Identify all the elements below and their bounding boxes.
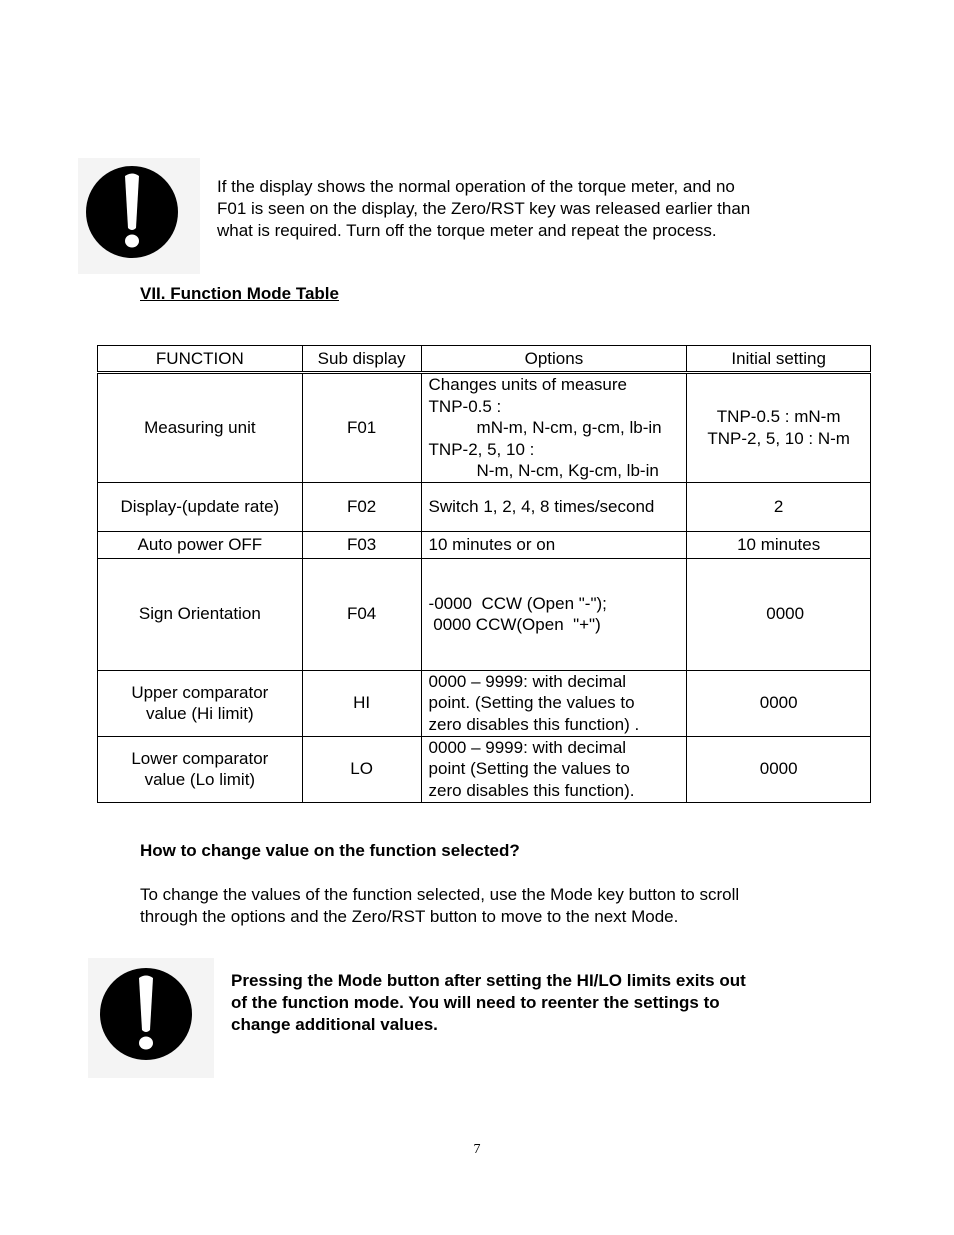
- header-function: FUNCTION: [98, 346, 303, 373]
- function-line: value (Lo limit): [144, 770, 256, 789]
- cell-options: [421, 670, 687, 736]
- how-line: To change the values of the function selected, use the Mode key button to scroll: [140, 885, 740, 904]
- option-line: point (Setting the values to: [428, 759, 630, 779]
- header-options: Options: [421, 346, 687, 373]
- table-row: [98, 531, 871, 558]
- table-row: [98, 373, 871, 483]
- how-line: through the options and the Zero/RST button to move to the next Mode.: [140, 906, 679, 926]
- initial-line: TNP-2, 5, 10 : N-m: [707, 428, 850, 448]
- note-line: If the display shows the normal operation of the torque meter, and no: [217, 177, 735, 196]
- warning-note-top: [217, 176, 750, 242]
- cell-function: Measuring unit: [98, 373, 303, 483]
- cell-function: Sign Orientation: [98, 558, 303, 670]
- note-line: Pressing the Mode button after setting the HI/LO limits exits out: [231, 971, 746, 990]
- cell-options: [421, 736, 687, 802]
- cell-options: [421, 373, 687, 483]
- note-line: F01 is seen on the display, the Zero/RST key was released earlier than: [217, 199, 751, 218]
- option-line: N-m, N-cm, Kg-cm, lb-in: [476, 461, 659, 480]
- function-line: Lower comparator: [131, 748, 269, 768]
- warning-note-bottom: [231, 970, 746, 1036]
- option-line: 0000 CCW(Open "+"): [428, 615, 601, 634]
- cell-initial-setting: 0000: [687, 558, 871, 670]
- section-title: VII. Function Mode Table: [140, 284, 339, 303]
- how-to-title: How to change value on the function selected?: [140, 841, 520, 860]
- table-row: [98, 558, 871, 670]
- option-line: point. (Setting the values to: [428, 693, 635, 713]
- cell-options: 10 minutes or on: [421, 531, 687, 558]
- cell-sub-display: HI: [302, 670, 421, 736]
- cell-initial-setting: [687, 373, 871, 483]
- table-row: [98, 670, 871, 736]
- cell-sub-display: F01: [302, 373, 421, 483]
- option-line: 0000 – 9999: with decimal: [428, 737, 627, 757]
- cell-sub-display: F04: [302, 558, 421, 670]
- function-line: value (Hi limit): [146, 704, 254, 723]
- option-line: TNP-0.5 :: [428, 396, 502, 416]
- header-sub-display: Sub display: [302, 346, 421, 373]
- cell-options: [421, 558, 687, 670]
- option-line: -0000 CCW (Open "-");: [428, 593, 607, 613]
- note-line: change additional values.: [231, 1015, 438, 1034]
- exclamation-warning-icon: [88, 958, 214, 1078]
- function-mode-table: [97, 345, 871, 803]
- function-line: Upper comparator: [131, 682, 269, 702]
- option-line: 0000 – 9999: with decimal: [428, 671, 627, 691]
- note-line: what is required. Turn off the torque meter and repeat the process.: [217, 221, 717, 240]
- cell-function: Auto power OFF: [98, 531, 303, 558]
- page-number: 7: [473, 1142, 481, 1157]
- option-line: zero disables this function).: [428, 780, 635, 800]
- cell-function: [98, 670, 303, 736]
- table-row: [98, 736, 871, 802]
- option-line: mN-m, N-cm, g-cm, lb-in: [476, 418, 662, 437]
- cell-initial-setting: 2: [687, 482, 871, 531]
- option-line: Changes units of measure: [428, 375, 627, 394]
- note-line: of the function mode. You will need to reenter the settings to: [231, 993, 720, 1012]
- exclamation-warning-icon: [78, 158, 200, 274]
- initial-line: TNP-0.5 : mN-m: [716, 407, 841, 427]
- cell-function: [98, 736, 303, 802]
- cell-sub-display: F02: [302, 482, 421, 531]
- cell-initial-setting: 10 minutes: [687, 531, 871, 558]
- cell-function: Display-(update rate): [98, 482, 303, 531]
- how-to-body: [140, 884, 840, 927]
- cell-sub-display: LO: [302, 736, 421, 802]
- header-initial-setting: Initial setting: [687, 346, 871, 373]
- cell-initial-setting: 0000: [687, 736, 871, 802]
- option-line: zero disables this function) .: [428, 714, 640, 734]
- cell-sub-display: F03: [302, 531, 421, 558]
- cell-options: Switch 1, 2, 4, 8 times/second: [421, 482, 687, 531]
- option-line: TNP-2, 5, 10 :: [428, 439, 535, 459]
- table-row: [98, 482, 871, 531]
- table-header-row: [98, 346, 871, 373]
- cell-initial-setting: 0000: [687, 670, 871, 736]
